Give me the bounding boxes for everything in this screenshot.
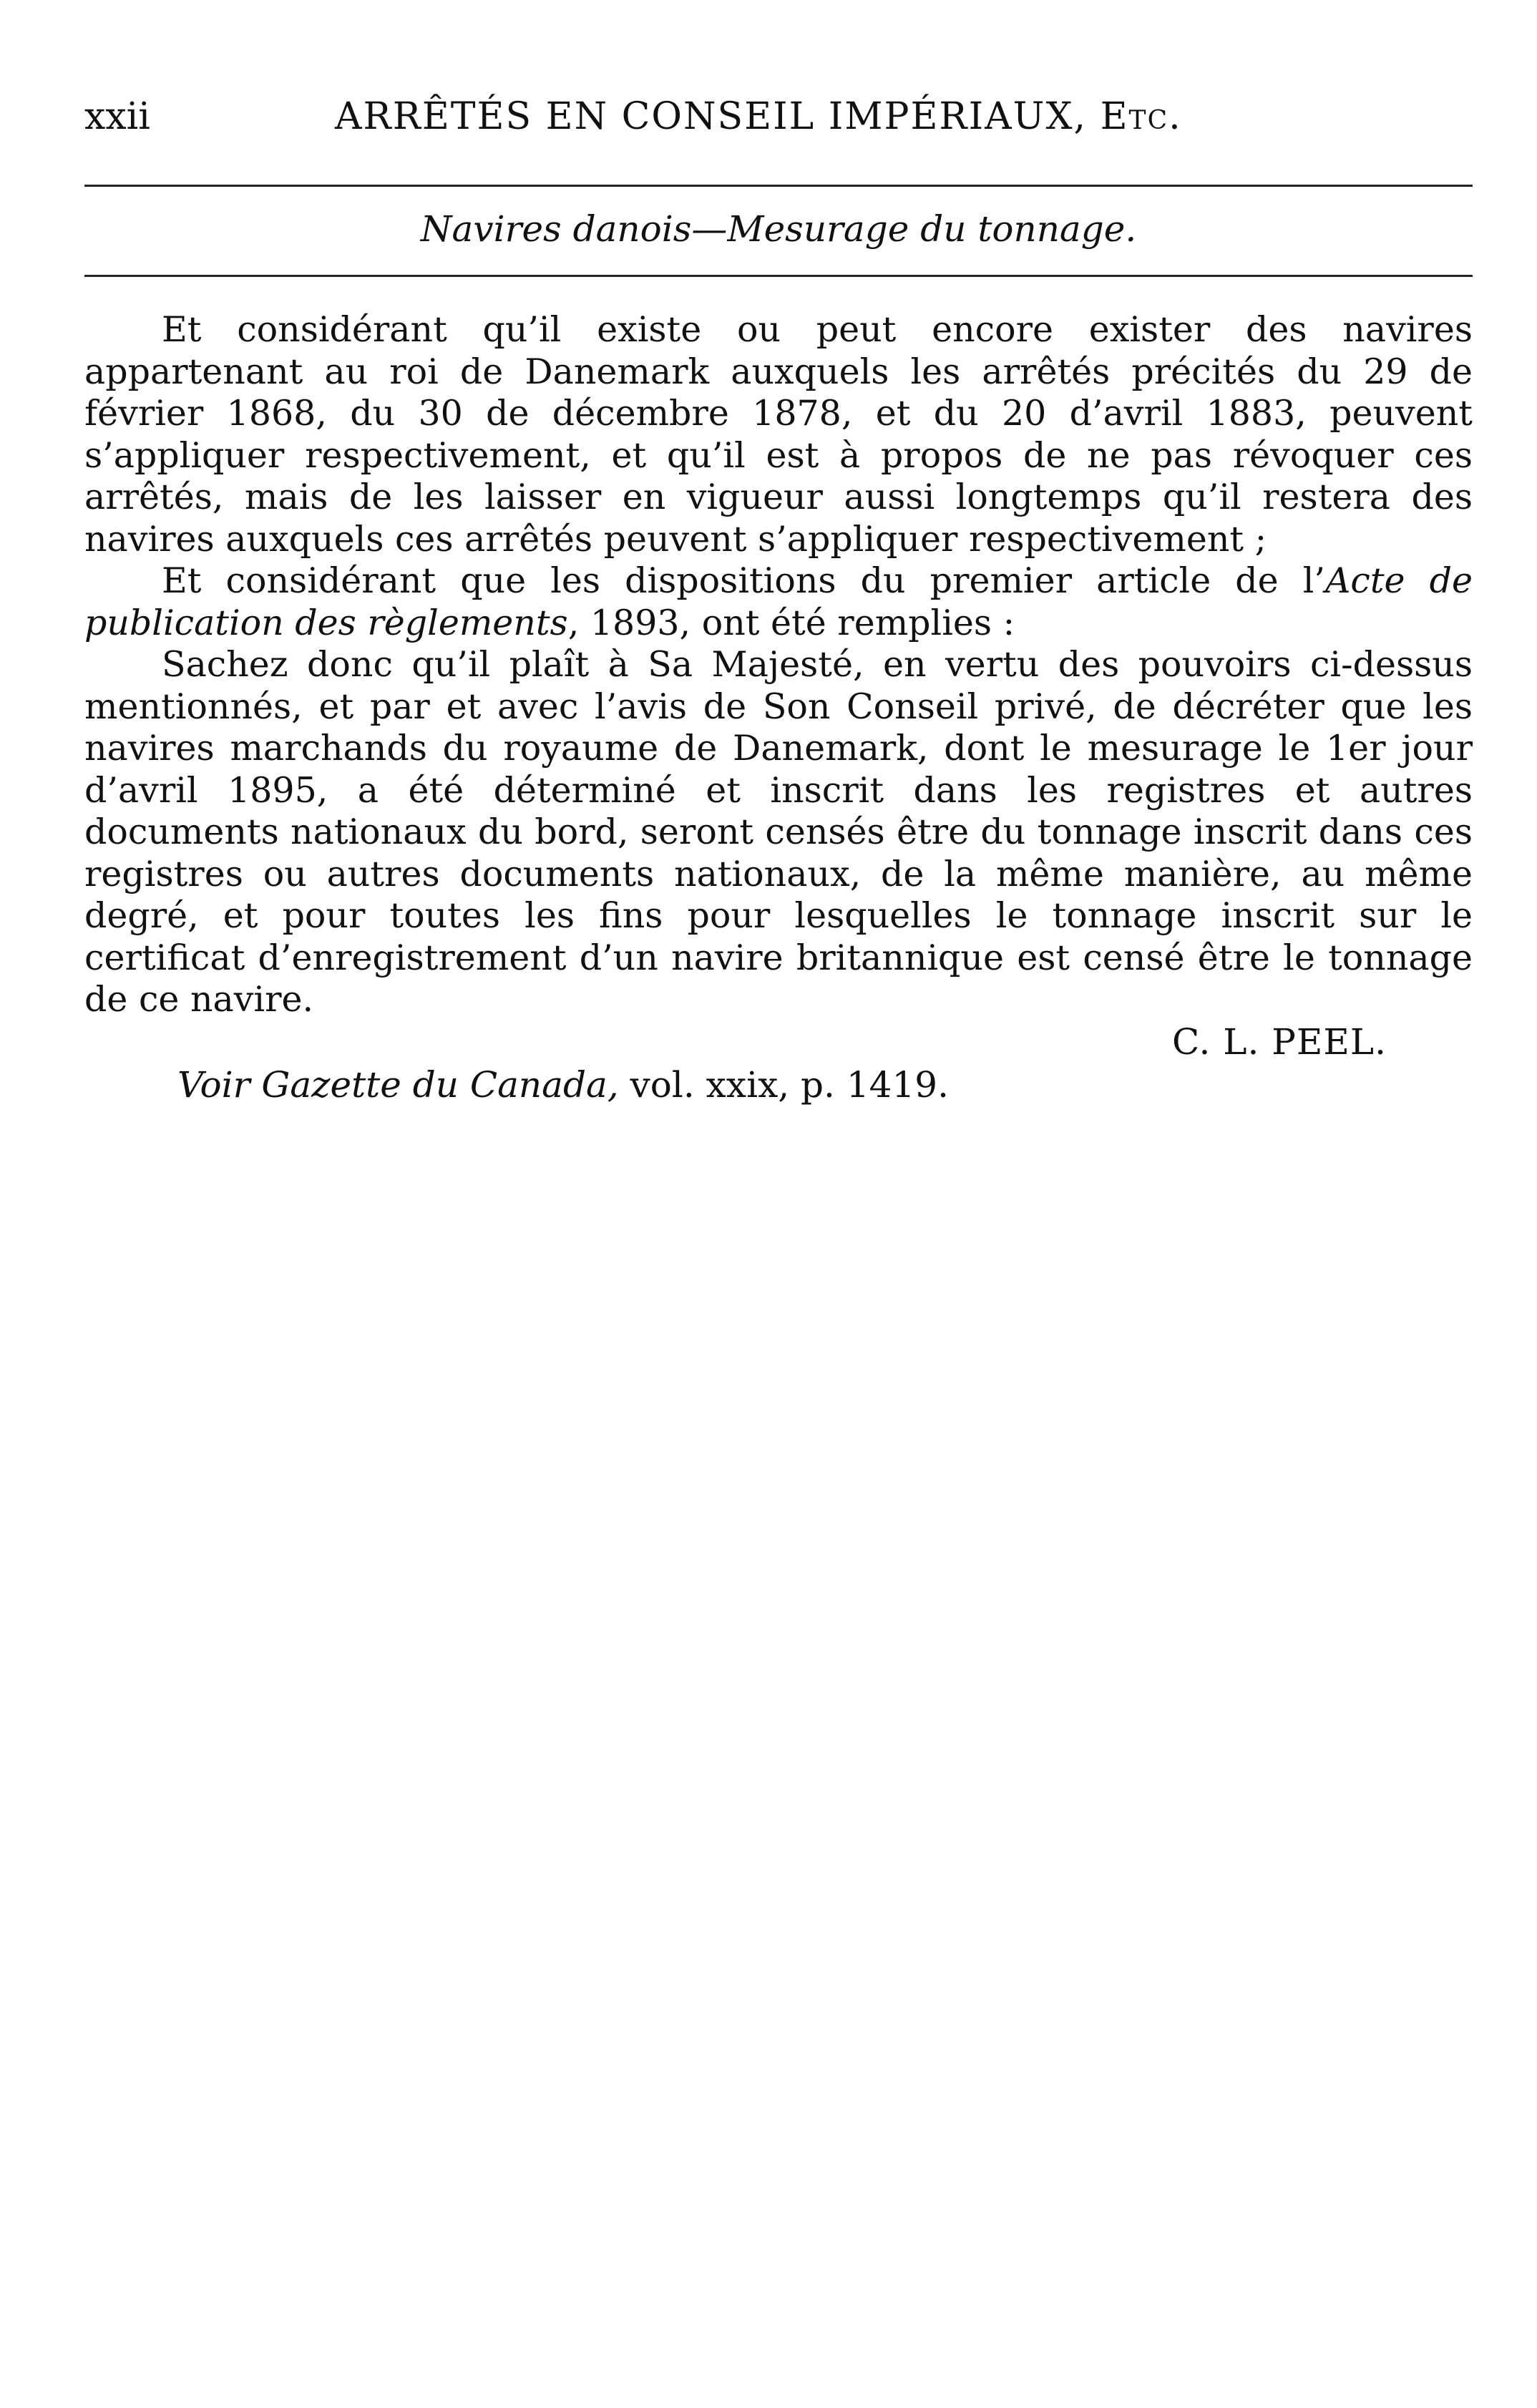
header-rule-bottom — [84, 275, 1473, 277]
paragraph-sachez-donc: Sachez donc qu’il plaît à Sa Majesté, en vertu des pouvoirs ci-dessus mentionnés, et par et avec l’avis de Son Conseil privé, de décréter que les navires marchands du royaume de Danemark, dont le mesurage le 1er jour d’avril 1895, a été déterminé et inscrit dans les registres et autres documents nationaux du bord, seront censés être du tonnage inscrit dans ces registres ou autres documents nationaux, de la même manière, au même degré, et pour toutes les fins pour lesquelles le tonnage inscrit sur le certificat d’enregistrement d’un navire britannique est censé être le tonnage de ce navire. — [84, 644, 1473, 1020]
header-rule-top — [84, 185, 1473, 187]
signature: C. L. PEEL. — [1172, 1021, 1387, 1063]
reference-volume: vol. xxix, p. 1419. — [618, 1064, 949, 1106]
paragraph-considerant-dispositions — [84, 560, 1473, 644]
page-number: xxii — [84, 95, 150, 138]
paragraph-2-tail: , 1893, ont été remplies : — [567, 602, 1015, 643]
body-text — [84, 309, 1473, 1021]
act-title: Acte de publication des règlements — [84, 560, 1473, 643]
paragraph-2-lead: Et considérant que les dispositions du premier article de l’ — [162, 560, 1326, 601]
reference-source: Voir Gazette du Canada, — [177, 1064, 619, 1106]
paragraph-considerant-navires: Et considérant qu’il existe ou peut encore exister des navires appartenant au roi de Danemark auxquels les arrêtés précités du 29 de février 1868, du 30 de décembre 1878, et du 20 d’avril 1883, peuvent s’appliquer respectivement, et qu’il est à propos de ne pas révoquer ces arrêtés, mais de les laisser en vigueur aussi longtemps qu’il restera des navires auxquels ces arrêtés peuvent s’appliquer respectivement ; — [84, 309, 1473, 560]
running-title-etc: Etc. — [1100, 95, 1182, 138]
running-title — [335, 92, 1182, 142]
section-heading: Navires danois—Mesurage du tonnage. — [420, 208, 1137, 250]
gazette-reference — [177, 1062, 949, 1108]
running-title-main: ARRÊTÉS EN CONSEIL IMPÉRIAUX, — [335, 95, 1088, 138]
running-header — [84, 92, 1473, 142]
